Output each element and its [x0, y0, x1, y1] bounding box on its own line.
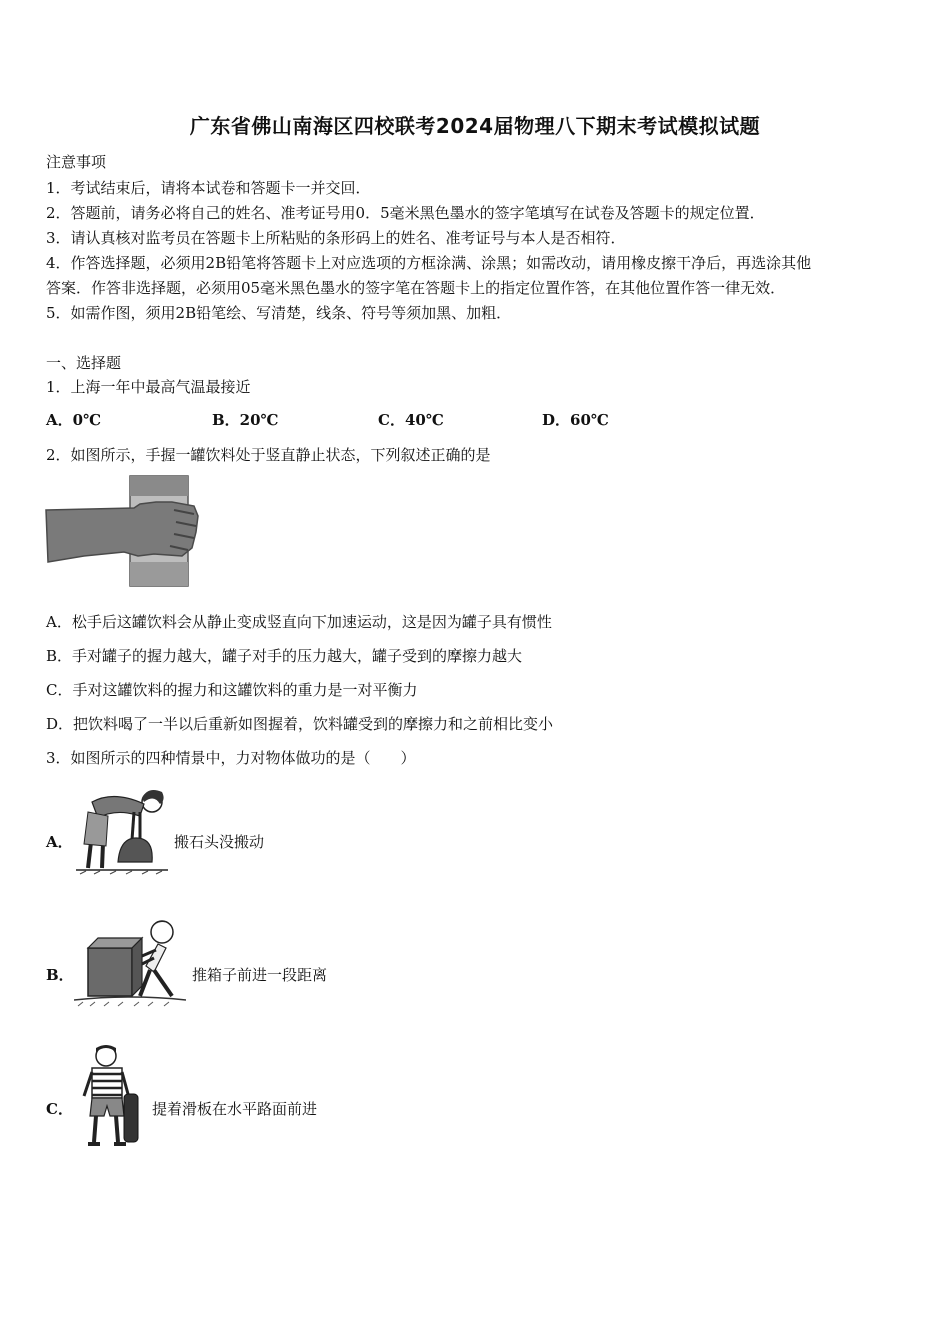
- person-lifting-stone-figure: [74, 782, 170, 876]
- person-carrying-skateboard-figure: [78, 1044, 144, 1154]
- q2-option-b: B．手对罐子的握力越大，罐子对手的压力越大，罐子受到的摩擦力越大: [46, 647, 523, 665]
- question-2-stem: 2．如图所示，手握一罐饮料处于竖直静止状态，下列叙述正确的是: [46, 446, 491, 464]
- section-heading-choice: 一、选择题: [46, 354, 122, 372]
- q2-option-a: A．松手后这罐饮料会从静止变成竖直向下加速运动，这是因为罐子具有惯性: [46, 613, 552, 631]
- question-3-stem: 3．如图所示的四种情景中，力对物体做功的是（ ）: [46, 749, 416, 767]
- person-pushing-box-figure: [74, 914, 186, 1010]
- q3-option-a-label: A．: [46, 833, 73, 851]
- q2-option-c: C．手对这罐饮料的握力和这罐饮料的重力是一对平衡力: [46, 681, 418, 699]
- q1-option-c: C．40℃: [378, 411, 444, 429]
- notice-item-1: 1．考试结束后，请将本试卷和答题卡一并交回．: [46, 179, 371, 197]
- page-title: 广东省佛山南海区四校联考2024届物理八下期末考试模拟试题: [189, 114, 761, 138]
- q1-option-d: D．60℃: [542, 411, 609, 429]
- notice-item-4-continued: 答案．作答非选择题，必须用05毫米黑色墨水的签字笔在答题卡上的指定位置作答，在其他位置作答一律无效．: [46, 279, 786, 297]
- question-1-options: [46, 410, 746, 430]
- notice-item-4: 4．作答选择题，必须用2B铅笔将答题卡上对应选项的方框涂满、涂黑；如需改动，请用橡皮擦干净后，再选涂其他: [46, 254, 812, 272]
- hand-holding-can-figure: [44, 472, 204, 592]
- q2-option-d: D．把饮料喝了一半以后重新如图握着，饮料罐受到的摩擦力和之前相比变小: [46, 715, 554, 733]
- notice-item-3: 3．请认真核对监考员在答题卡上所粘贴的条形码上的姓名、准考证号与本人是否相符．: [46, 229, 626, 247]
- q3-option-a-description: 搬石头没搬动: [174, 833, 265, 851]
- notice-item-2: 2．答题前，请务必将自己的姓名、准考证号用0．5毫米黑色墨水的签字笔填写在试卷及答题卡的规定位置．: [46, 204, 765, 222]
- q3-option-b-description: 推箱子前进一段距离: [192, 966, 328, 984]
- notice-heading: 注意事项: [46, 153, 107, 171]
- q3-option-c-label: C．: [46, 1100, 73, 1118]
- q3-option-b-label: B．: [46, 966, 74, 984]
- q1-option-a: A．0℃: [46, 411, 102, 429]
- q3-option-c-description: 提着滑板在水平路面前进: [152, 1100, 318, 1118]
- question-1-stem: 1．上海一年中最高气温最接近: [46, 378, 251, 396]
- q1-option-b: B．20℃: [212, 411, 279, 429]
- notice-item-5: 5．如需作图，须用2B铅笔绘、写清楚，线条、符号等须加黑、加粗．: [46, 304, 512, 322]
